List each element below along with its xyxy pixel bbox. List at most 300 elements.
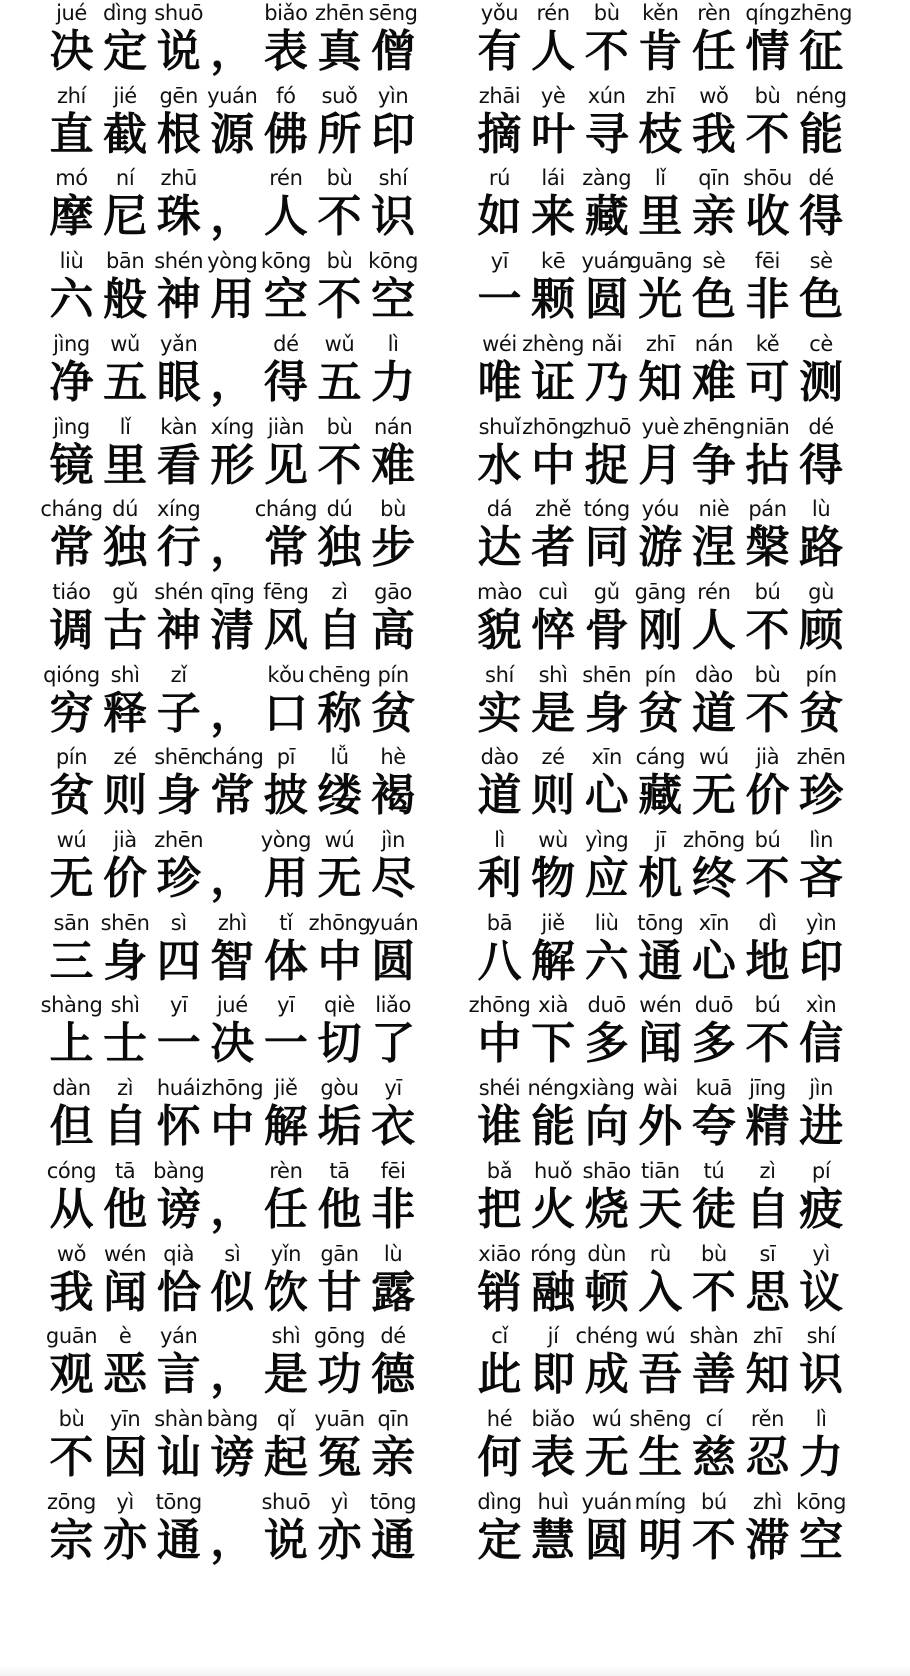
- hanzi-character: 则: [531, 770, 576, 822]
- hanzi-character: 贫: [799, 687, 844, 739]
- hanzi-character: 露: [371, 1266, 416, 1318]
- pinyin-syllable: guāng: [628, 249, 693, 274]
- hanzi-character: 价: [745, 770, 790, 822]
- pinyin-syllable: qióng: [43, 662, 100, 687]
- hanzi-character: 甘: [317, 1266, 362, 1318]
- hanzi-character: 决: [210, 1018, 255, 1070]
- pinyin-syllable: rù: [649, 1241, 671, 1266]
- hanzi-character: 观: [49, 1349, 94, 1401]
- hanzi-character: 中: [477, 1018, 522, 1070]
- hanzi-character: 拈: [745, 439, 790, 491]
- hanzi-character: 一: [477, 274, 522, 326]
- character-cell: [794, 165, 849, 253]
- verse-row: [0, 1075, 910, 1163]
- pinyin-syllable: shén: [154, 579, 204, 604]
- hanzi-character: 身: [584, 687, 629, 739]
- hanzi-character: 空: [263, 274, 308, 326]
- pinyin-syllable: kěn: [642, 1, 679, 25]
- pinyin-syllable: yī: [490, 249, 509, 274]
- hanzi-character: 不: [317, 274, 362, 326]
- hanzi-character: 道: [477, 770, 522, 822]
- hanzi-character: 中: [210, 1101, 255, 1153]
- pinyin-syllable: biǎo: [531, 1406, 575, 1431]
- pinyin-syllable: zōng: [47, 1489, 96, 1514]
- pinyin-syllable: zhēn: [154, 828, 204, 852]
- verse-row: [0, 83, 910, 171]
- pinyin-syllable: tiān: [640, 1158, 680, 1183]
- hanzi-character: 亲: [371, 1431, 416, 1483]
- hanzi-character: 则: [103, 770, 148, 822]
- hanzi-character: 摘: [477, 108, 522, 160]
- hanzi-character: 高: [371, 604, 416, 656]
- pinyin-syllable: tōng: [637, 910, 684, 935]
- hanzi-character: 唯: [477, 356, 522, 408]
- pinyin-syllable: jué: [216, 993, 248, 1018]
- hanzi-character: 圆: [584, 274, 629, 326]
- hanzi-character: 他: [103, 1183, 148, 1235]
- pinyin-syllable: dùn: [587, 1241, 627, 1266]
- hanzi-character: 证: [531, 356, 576, 408]
- hanzi-character: 生: [638, 1431, 683, 1483]
- pinyin-syllable: bù: [58, 1406, 85, 1431]
- pinyin-syllable: shàn: [689, 1324, 739, 1349]
- character-cell: [794, 579, 849, 667]
- hanzi-character: 枝: [638, 108, 683, 160]
- pinyin-syllable: dào: [480, 745, 519, 770]
- pinyin-syllable: cè: [809, 331, 833, 356]
- pinyin-syllable: sì: [224, 1241, 241, 1266]
- pinyin-syllable: dé: [808, 166, 834, 191]
- hanzi-character: 珍: [799, 770, 844, 822]
- hanzi-character: 风: [263, 604, 308, 656]
- hanzi-character: 机: [638, 853, 683, 904]
- verse-row: [0, 662, 910, 750]
- pinyin-syllable: lù: [811, 497, 831, 522]
- pinyin-syllable: sī: [759, 1241, 776, 1266]
- pinyin-syllable: pín: [55, 745, 88, 770]
- pinyin-syllable: zì: [331, 579, 348, 604]
- hanzi-character: 善: [691, 1349, 736, 1401]
- pinyin-syllable: pán: [748, 497, 787, 522]
- character-cell: [794, 1075, 849, 1163]
- hanzi-character: 情: [745, 26, 790, 77]
- hanzi-character: 游: [638, 522, 683, 574]
- hanzi-character: 槃: [745, 522, 790, 574]
- hanzi-character: 口: [263, 687, 308, 739]
- pinyin-syllable: yuán: [367, 910, 419, 935]
- hanzi-character: 顾: [799, 604, 844, 656]
- hanzi-character: 不: [317, 439, 362, 491]
- hanzi-character: 珠: [156, 191, 201, 243]
- pinyin-syllable: shì: [110, 993, 140, 1018]
- hanzi-character: 称: [317, 687, 362, 739]
- pinyin-syllable: dá: [486, 497, 513, 522]
- character-cell: [366, 1406, 421, 1494]
- pinyin-syllable: yuán: [581, 249, 632, 274]
- pinyin-syllable: xiàng: [578, 1076, 635, 1101]
- hanzi-character: 议: [799, 1266, 844, 1318]
- hanzi-character: 色: [799, 274, 844, 326]
- hanzi-character: 难: [691, 356, 736, 408]
- pinyin-syllable: gāng: [634, 579, 686, 604]
- pinyin-syllable: rèn: [697, 1, 731, 25]
- hanzi-character: 五: [103, 356, 148, 408]
- pinyin-syllable: gǔ: [593, 579, 620, 604]
- pinyin-syllable: rèn: [269, 1158, 303, 1183]
- pinyin-syllable: yìn: [805, 910, 837, 935]
- hanzi-character: 月: [638, 439, 683, 491]
- hanzi-character: 识: [799, 1349, 844, 1401]
- pinyin-syllable: yòng: [260, 828, 312, 852]
- hanzi-character: 颗: [531, 274, 576, 326]
- hanzi-character: 中: [317, 935, 362, 987]
- hanzi-character: 圆: [371, 935, 416, 987]
- character-cell: [366, 1489, 421, 1577]
- pinyin-syllable: bù: [380, 497, 407, 522]
- pinyin-syllable: dú: [326, 497, 353, 522]
- pinyin-syllable: wéi: [482, 331, 517, 356]
- hanzi-character: 征: [799, 26, 844, 77]
- pinyin-syllable: zì: [117, 1076, 134, 1101]
- pinyin-syllable: wǒ: [56, 1241, 87, 1266]
- hanzi-character: 通: [638, 935, 683, 987]
- pinyin-syllable: yī: [277, 993, 295, 1018]
- pinyin-syllable: zhū: [160, 166, 197, 191]
- pinyin-syllable: chéng: [575, 1324, 638, 1349]
- pinyin-syllable: nǎi: [591, 331, 623, 356]
- hanzi-character: 乃: [584, 356, 629, 408]
- hanzi-character: 智: [210, 935, 255, 987]
- pinyin-syllable: è: [118, 1324, 132, 1349]
- pinyin-syllable: cáng: [635, 745, 686, 770]
- pinyin-syllable: huǒ: [533, 1158, 573, 1183]
- pinyin-syllable: yuè: [641, 414, 680, 439]
- pinyin-syllable: zhì: [217, 910, 247, 935]
- pinyin-syllable: shàng: [40, 993, 103, 1018]
- pinyin-syllable: yǎn: [159, 331, 198, 356]
- hanzi-character: 得: [799, 191, 844, 243]
- character-cell: [366, 83, 421, 171]
- hanzi-character: 净: [49, 356, 94, 408]
- hanzi-character: 六: [584, 935, 629, 987]
- hanzi-character: 信: [799, 1018, 844, 1070]
- character-cell: [366, 496, 421, 584]
- pinyin-syllable: fēng: [263, 579, 309, 604]
- hanzi-character: 把: [477, 1183, 522, 1235]
- character-cell: [794, 1489, 849, 1577]
- hanzi-character: 非: [745, 274, 790, 326]
- pinyin-syllable: yìn: [377, 83, 409, 108]
- pinyin-syllable: zhě: [535, 497, 572, 522]
- pinyin-syllable: wǔ: [324, 331, 355, 356]
- hanzi-character: 无: [317, 853, 362, 904]
- character-cell: [794, 827, 849, 915]
- pinyin-syllable: sān: [53, 910, 90, 935]
- hanzi-character: 得: [799, 439, 844, 491]
- pinyin-syllable: tú: [703, 1158, 725, 1183]
- hanzi-character: 终: [691, 853, 736, 904]
- hanzi-character: 真: [317, 26, 362, 77]
- pinyin-syllable: wù: [538, 828, 568, 852]
- hanzi-character: 不: [49, 1431, 94, 1483]
- pinyin-syllable: dé: [273, 331, 299, 356]
- hanzi-character: 心: [691, 935, 736, 987]
- hanzi-character: 是: [531, 687, 576, 739]
- hanzi-character: 思: [745, 1266, 790, 1318]
- pinyin-syllable: zhēn: [315, 1, 364, 25]
- pinyin-syllable: róng: [530, 1241, 577, 1266]
- pinyin-syllable: gān: [320, 1241, 359, 1266]
- hanzi-character: 不: [745, 687, 790, 739]
- hanzi-character: 般: [103, 274, 148, 326]
- hanzi-character: 同: [584, 522, 629, 574]
- verse-row: [0, 1158, 910, 1246]
- hanzi-character: 知: [638, 356, 683, 408]
- hanzi-character: 饮: [263, 1266, 308, 1318]
- verse-row: [0, 165, 910, 253]
- character-cell: [366, 662, 421, 750]
- pinyin-syllable: yìng: [585, 828, 629, 852]
- pinyin-syllable: jié: [113, 83, 137, 108]
- hanzi-character: 解: [531, 935, 576, 987]
- pinyin-syllable: míng: [634, 1489, 686, 1514]
- pinyin-syllable: tā: [329, 1158, 350, 1183]
- hanzi-character: 心: [584, 770, 629, 822]
- pinyin-syllable: qīng: [210, 579, 255, 604]
- hanzi-character: 言: [156, 1349, 201, 1401]
- verse-row: [0, 496, 910, 584]
- hanzi-character: 物: [531, 853, 576, 904]
- pinyin-syllable: shāo: [582, 1158, 631, 1183]
- character-cell: [794, 910, 849, 998]
- character-cell: [366, 248, 421, 336]
- pinyin-syllable: bú: [754, 579, 781, 604]
- pinyin-syllable: sēng: [368, 1, 418, 25]
- hanzi-character: 应: [584, 853, 629, 904]
- pinyin-syllable: lìn: [809, 828, 833, 852]
- character-cell: [366, 1158, 421, 1246]
- pinyin-syllable: bú: [754, 828, 781, 852]
- pinyin-syllable: jià: [113, 828, 137, 852]
- pinyin-syllable: shēn: [100, 910, 150, 935]
- hanzi-character: 价: [103, 853, 148, 904]
- hanzi-character: 明: [638, 1514, 683, 1566]
- pinyin-syllable: qīn: [377, 1406, 409, 1431]
- character-cell: [794, 662, 849, 750]
- pinyin-syllable: gāo: [374, 579, 413, 604]
- hanzi-character: 从: [49, 1183, 94, 1235]
- verse-row: [0, 910, 910, 998]
- comma-punctuation: ，: [210, 191, 255, 243]
- hanzi-character: 不: [584, 26, 629, 77]
- pinyin-syllable: fēi: [380, 1158, 406, 1183]
- comma-punctuation: ，: [210, 1349, 255, 1401]
- pinyin-syllable: tiáo: [52, 579, 91, 604]
- pinyin-syllable: zhōng: [468, 993, 531, 1018]
- hanzi-character: 见: [263, 439, 308, 491]
- hanzi-character: 达: [477, 522, 522, 574]
- character-cell: [794, 83, 849, 171]
- hanzi-character: 色: [691, 274, 736, 326]
- pinyin-syllable: yuán: [581, 1489, 632, 1514]
- character-cell: [794, 1241, 849, 1329]
- pinyin-syllable: yán: [159, 1324, 198, 1349]
- pinyin-syllable: kōng: [368, 249, 419, 274]
- pinyin-syllable: jīng: [749, 1076, 786, 1101]
- hanzi-character: 佛: [263, 108, 308, 160]
- hanzi-character: 决: [49, 26, 94, 77]
- pinyin-syllable: tōng: [370, 1489, 417, 1514]
- hanzi-character: 四: [156, 935, 201, 987]
- hanzi-character: 叶: [531, 108, 576, 160]
- hanzi-character: 能: [799, 108, 844, 160]
- hanzi-character: 八: [477, 935, 522, 987]
- character-cell: [794, 496, 849, 584]
- hanzi-character: 定: [477, 1514, 522, 1566]
- hanzi-character: 常: [210, 770, 255, 822]
- pinyin-syllable: yì: [812, 1241, 830, 1266]
- hanzi-character: 切: [317, 1018, 362, 1070]
- verse-row: [0, 579, 910, 667]
- hanzi-character: 穷: [49, 687, 94, 739]
- hanzi-character: 难: [371, 439, 416, 491]
- hanzi-character: 印: [799, 935, 844, 987]
- hanzi-character: 光: [638, 274, 683, 326]
- hanzi-character: 不: [745, 1018, 790, 1070]
- pinyin-syllable: jī: [654, 828, 666, 852]
- hanzi-character: 尼: [103, 191, 148, 243]
- hanzi-character: 来: [531, 191, 576, 243]
- pinyin-syllable: niè: [698, 497, 730, 522]
- hanzi-character: 根: [156, 108, 201, 160]
- pinyin-syllable: zhí: [57, 83, 86, 108]
- pinyin-syllable: cuì: [538, 579, 568, 604]
- hanzi-character: 慈: [691, 1431, 736, 1483]
- pinyin-syllable: zǐ: [170, 662, 187, 687]
- hanzi-character: 下: [531, 1018, 576, 1070]
- pinyin-syllable: hè: [380, 745, 406, 770]
- hanzi-character: 步: [371, 522, 416, 574]
- pinyin-syllable: zhōng: [201, 1076, 264, 1101]
- pinyin-syllable: xíng: [157, 497, 201, 522]
- hanzi-character: 用: [263, 853, 308, 904]
- hanzi-character: 说: [156, 26, 201, 77]
- pinyin-syllable: duō: [587, 993, 626, 1018]
- hanzi-character: 空: [371, 274, 416, 326]
- character-cell: [790, 0, 853, 88]
- hanzi-character: 贫: [371, 687, 416, 739]
- pinyin-syllable: mào: [477, 579, 522, 604]
- hanzi-character: 测: [799, 356, 844, 408]
- hanzi-character: 身: [156, 770, 201, 822]
- hanzi-character: 独: [317, 522, 362, 574]
- pinyin-syllable: nán: [694, 331, 734, 356]
- character-cell: [794, 1406, 849, 1494]
- comma-punctuation: ，: [210, 687, 255, 739]
- pinyin-syllable: yuán: [207, 83, 258, 108]
- hanzi-character: 恰: [156, 1266, 201, 1318]
- pinyin-syllable: xíng: [210, 414, 254, 439]
- pinyin-syllable: shàn: [154, 1406, 204, 1431]
- pinyin-syllable: zì: [759, 1158, 776, 1183]
- hanzi-character: 滞: [745, 1514, 790, 1566]
- hanzi-character: 垢: [317, 1101, 362, 1153]
- hanzi-character: 他: [317, 1183, 362, 1235]
- pinyin-syllable: qǐ: [276, 1406, 296, 1431]
- character-cell: [366, 0, 421, 88]
- pinyin-syllable: sè: [809, 249, 833, 274]
- hanzi-character: 三: [49, 935, 94, 987]
- pinyin-syllable: jìn: [381, 828, 405, 852]
- hanzi-character: 释: [103, 687, 148, 739]
- pinyin-syllable: jià: [755, 745, 780, 770]
- pinyin-syllable: lǐ: [119, 414, 131, 439]
- pinyin-syllable: xīn: [698, 910, 730, 935]
- pinyin-syllable: bā: [486, 910, 513, 935]
- pinyin-syllable: cháng: [40, 497, 103, 522]
- pinyin-syllable: gēn: [159, 83, 198, 108]
- pinyin-syllable: niān: [745, 414, 790, 439]
- pinyin-syllable: lì: [815, 1406, 827, 1431]
- pinyin-syllable: néng: [527, 1076, 579, 1101]
- pinyin-syllable: bàng: [206, 1406, 258, 1431]
- character-cell: [366, 827, 421, 915]
- pinyin-syllable: qīn: [698, 166, 730, 191]
- hanzi-character: 但: [49, 1101, 94, 1153]
- pinyin-syllable: jiě: [274, 1076, 298, 1101]
- pinyin-syllable: cǐ: [491, 1324, 508, 1349]
- pinyin-syllable: tǐ: [279, 910, 293, 935]
- hanzi-character: 自: [317, 604, 362, 656]
- verse-row: [0, 414, 910, 502]
- pinyin-syllable: zhì: [753, 1489, 782, 1514]
- pinyin-syllable: zhī: [645, 331, 675, 356]
- comma-punctuation: ，: [210, 853, 255, 904]
- pinyin-syllable: yī: [169, 993, 188, 1018]
- pinyin-syllable: bù: [700, 1241, 727, 1266]
- hanzi-character: 闻: [103, 1266, 148, 1318]
- hanzi-character: 衣: [371, 1101, 416, 1153]
- pinyin-syllable: shéi: [478, 1076, 521, 1101]
- hanzi-character: 天: [638, 1183, 683, 1235]
- pinyin-syllable: rén: [269, 166, 303, 191]
- pinyin-syllable: dàn: [52, 1076, 91, 1101]
- pinyin-syllable: shì: [271, 1324, 301, 1349]
- hanzi-character: 德: [371, 1349, 416, 1401]
- pinyin-syllable: dìng: [477, 1489, 522, 1514]
- hanzi-character: 冤: [317, 1431, 362, 1483]
- pinyin-syllable: fēi: [755, 249, 780, 274]
- pinyin-syllable: yì: [116, 1489, 134, 1514]
- hanzi-character: 吝: [799, 853, 844, 904]
- hanzi-character: 自: [103, 1101, 148, 1153]
- pinyin-syllable: lǐ: [654, 166, 666, 191]
- character-cell: [794, 331, 849, 419]
- character-cell: [794, 1158, 849, 1246]
- hanzi-character: 独: [103, 522, 148, 574]
- pinyin-syllable: yǒu: [480, 1, 519, 25]
- verse-row: [0, 1241, 910, 1329]
- pinyin-syllable: dì: [758, 910, 777, 935]
- pinyin-syllable: kōng: [796, 1489, 847, 1514]
- pinyin-syllable: jí: [547, 1324, 559, 1349]
- pinyin-syllable: xún: [587, 83, 626, 108]
- pinyin-syllable: tōng: [155, 1489, 202, 1514]
- hanzi-character: 外: [638, 1101, 683, 1153]
- hanzi-character: 常: [263, 522, 308, 574]
- pinyin-syllable: tóng: [583, 497, 630, 522]
- hanzi-character: 销: [477, 1266, 522, 1318]
